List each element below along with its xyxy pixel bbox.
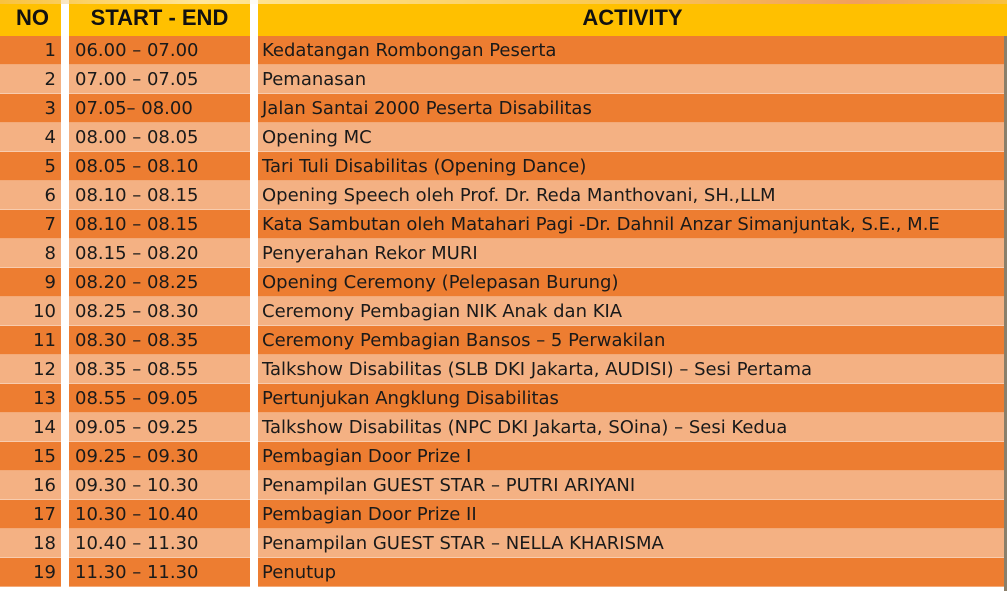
column-gap [250, 152, 258, 181]
row-activity: Pemanasan [258, 65, 1007, 94]
row-activity: Penampilan GUEST STAR – NELLA KHARISMA [258, 529, 1007, 558]
row-time: 08.10 – 08.15 [69, 181, 250, 210]
row-time: 08.35 – 08.55 [69, 355, 250, 384]
row-activity: Opening Ceremony (Pelepasan Burung) [258, 268, 1007, 297]
column-gap [61, 500, 69, 529]
row-time: 08.30 – 08.35 [69, 326, 250, 355]
row-activity: Opening Speech oleh Prof. Dr. Reda Manthovani, SH.,LLM [258, 181, 1007, 210]
column-gap [61, 297, 69, 326]
column-gap [61, 239, 69, 268]
row-number: 2 [0, 65, 61, 94]
column-gap [61, 94, 69, 123]
row-number: 8 [0, 239, 61, 268]
row-time: 10.40 – 11.30 [69, 529, 250, 558]
column-gap [61, 326, 69, 355]
column-gap [250, 413, 258, 442]
column-gap [250, 65, 258, 94]
row-number: 13 [0, 384, 61, 413]
row-time: 09.05 – 09.25 [69, 413, 250, 442]
column-gap [250, 384, 258, 413]
column-gap [61, 413, 69, 442]
row-number: 1 [0, 36, 61, 65]
row-activity: Opening MC [258, 123, 1007, 152]
row-time: 07.00 – 07.05 [69, 65, 250, 94]
row-activity: Talkshow Disabilitas (SLB DKI Jakarta, AUDISI) – Sesi Pertama [258, 355, 1007, 384]
column-gap [61, 152, 69, 181]
header-activity: ACTIVITY [258, 0, 1007, 36]
row-number: 7 [0, 210, 61, 239]
row-time: 08.10 – 08.15 [69, 210, 250, 239]
column-gap [250, 0, 258, 36]
column-gap [250, 268, 258, 297]
row-number: 18 [0, 529, 61, 558]
row-activity: Pembagian Door Prize I [258, 442, 1007, 471]
row-activity: Penutup [258, 558, 1007, 587]
row-activity: Ceremony Pembagian Bansos – 5 Perwakilan [258, 326, 1007, 355]
column-gap [61, 123, 69, 152]
column-gap [250, 326, 258, 355]
column-gap [250, 500, 258, 529]
row-time: 08.55 – 09.05 [69, 384, 250, 413]
column-gap [61, 558, 69, 587]
row-activity: Penampilan GUEST STAR – PUTRI ARIYANI [258, 471, 1007, 500]
row-number: 5 [0, 152, 61, 181]
row-time: 09.30 – 10.30 [69, 471, 250, 500]
row-activity: Pertunjukan Angklung Disabilitas [258, 384, 1007, 413]
row-activity: Jalan Santai 2000 Peserta Disabilitas [258, 94, 1007, 123]
column-gap [61, 442, 69, 471]
row-time: 08.25 – 08.30 [69, 297, 250, 326]
row-time: 09.25 – 09.30 [69, 442, 250, 471]
column-gap [250, 36, 258, 65]
row-activity: Ceremony Pembagian NIK Anak dan KIA [258, 297, 1007, 326]
row-number: 4 [0, 123, 61, 152]
column-gap [250, 297, 258, 326]
row-number: 19 [0, 558, 61, 587]
row-number: 11 [0, 326, 61, 355]
row-activity: Kedatangan Rombongan Peserta [258, 36, 1007, 65]
row-activity: Pembagian Door Prize II [258, 500, 1007, 529]
column-gap [250, 239, 258, 268]
row-time: 06.00 – 07.00 [69, 36, 250, 65]
row-time: 08.05 – 08.10 [69, 152, 250, 181]
background-strip [0, 0, 1007, 4]
column-gap [61, 529, 69, 558]
header-start-end: START - END [69, 0, 250, 36]
row-activity: Tari Tuli Disabilitas (Opening Dance) [258, 152, 1007, 181]
column-gap [61, 471, 69, 500]
row-time: 10.30 – 10.40 [69, 500, 250, 529]
column-gap [61, 384, 69, 413]
row-activity: Penyerahan Rekor MURI [258, 239, 1007, 268]
column-gap [250, 210, 258, 239]
row-number: 3 [0, 94, 61, 123]
row-time: 08.15 – 08.20 [69, 239, 250, 268]
column-gap [250, 558, 258, 587]
column-gap [61, 0, 69, 36]
row-number: 9 [0, 268, 61, 297]
column-gap [250, 181, 258, 210]
column-gap [250, 123, 258, 152]
column-gap [61, 181, 69, 210]
header-no: NO [0, 0, 61, 36]
row-time: 08.00 – 08.05 [69, 123, 250, 152]
column-gap [61, 268, 69, 297]
column-gap [61, 355, 69, 384]
row-number: 10 [0, 297, 61, 326]
column-gap [250, 94, 258, 123]
row-time: 08.20 – 08.25 [69, 268, 250, 297]
row-number: 16 [0, 471, 61, 500]
row-number: 14 [0, 413, 61, 442]
row-time: 07.05– 08.00 [69, 94, 250, 123]
row-time: 11.30 – 11.30 [69, 558, 250, 587]
column-gap [61, 36, 69, 65]
row-activity: Kata Sambutan oleh Matahari Pagi -Dr. Dahnil Anzar Simanjuntak, S.E., M.E [258, 210, 1007, 239]
row-number: 12 [0, 355, 61, 384]
column-gap [61, 210, 69, 239]
row-number: 15 [0, 442, 61, 471]
column-gap [250, 529, 258, 558]
column-gap [250, 442, 258, 471]
column-gap [250, 355, 258, 384]
row-number: 17 [0, 500, 61, 529]
row-number: 6 [0, 181, 61, 210]
column-gap [61, 65, 69, 94]
column-gap [250, 471, 258, 500]
row-activity: Talkshow Disabilitas (NPC DKI Jakarta, SOina) – Sesi Kedua [258, 413, 1007, 442]
